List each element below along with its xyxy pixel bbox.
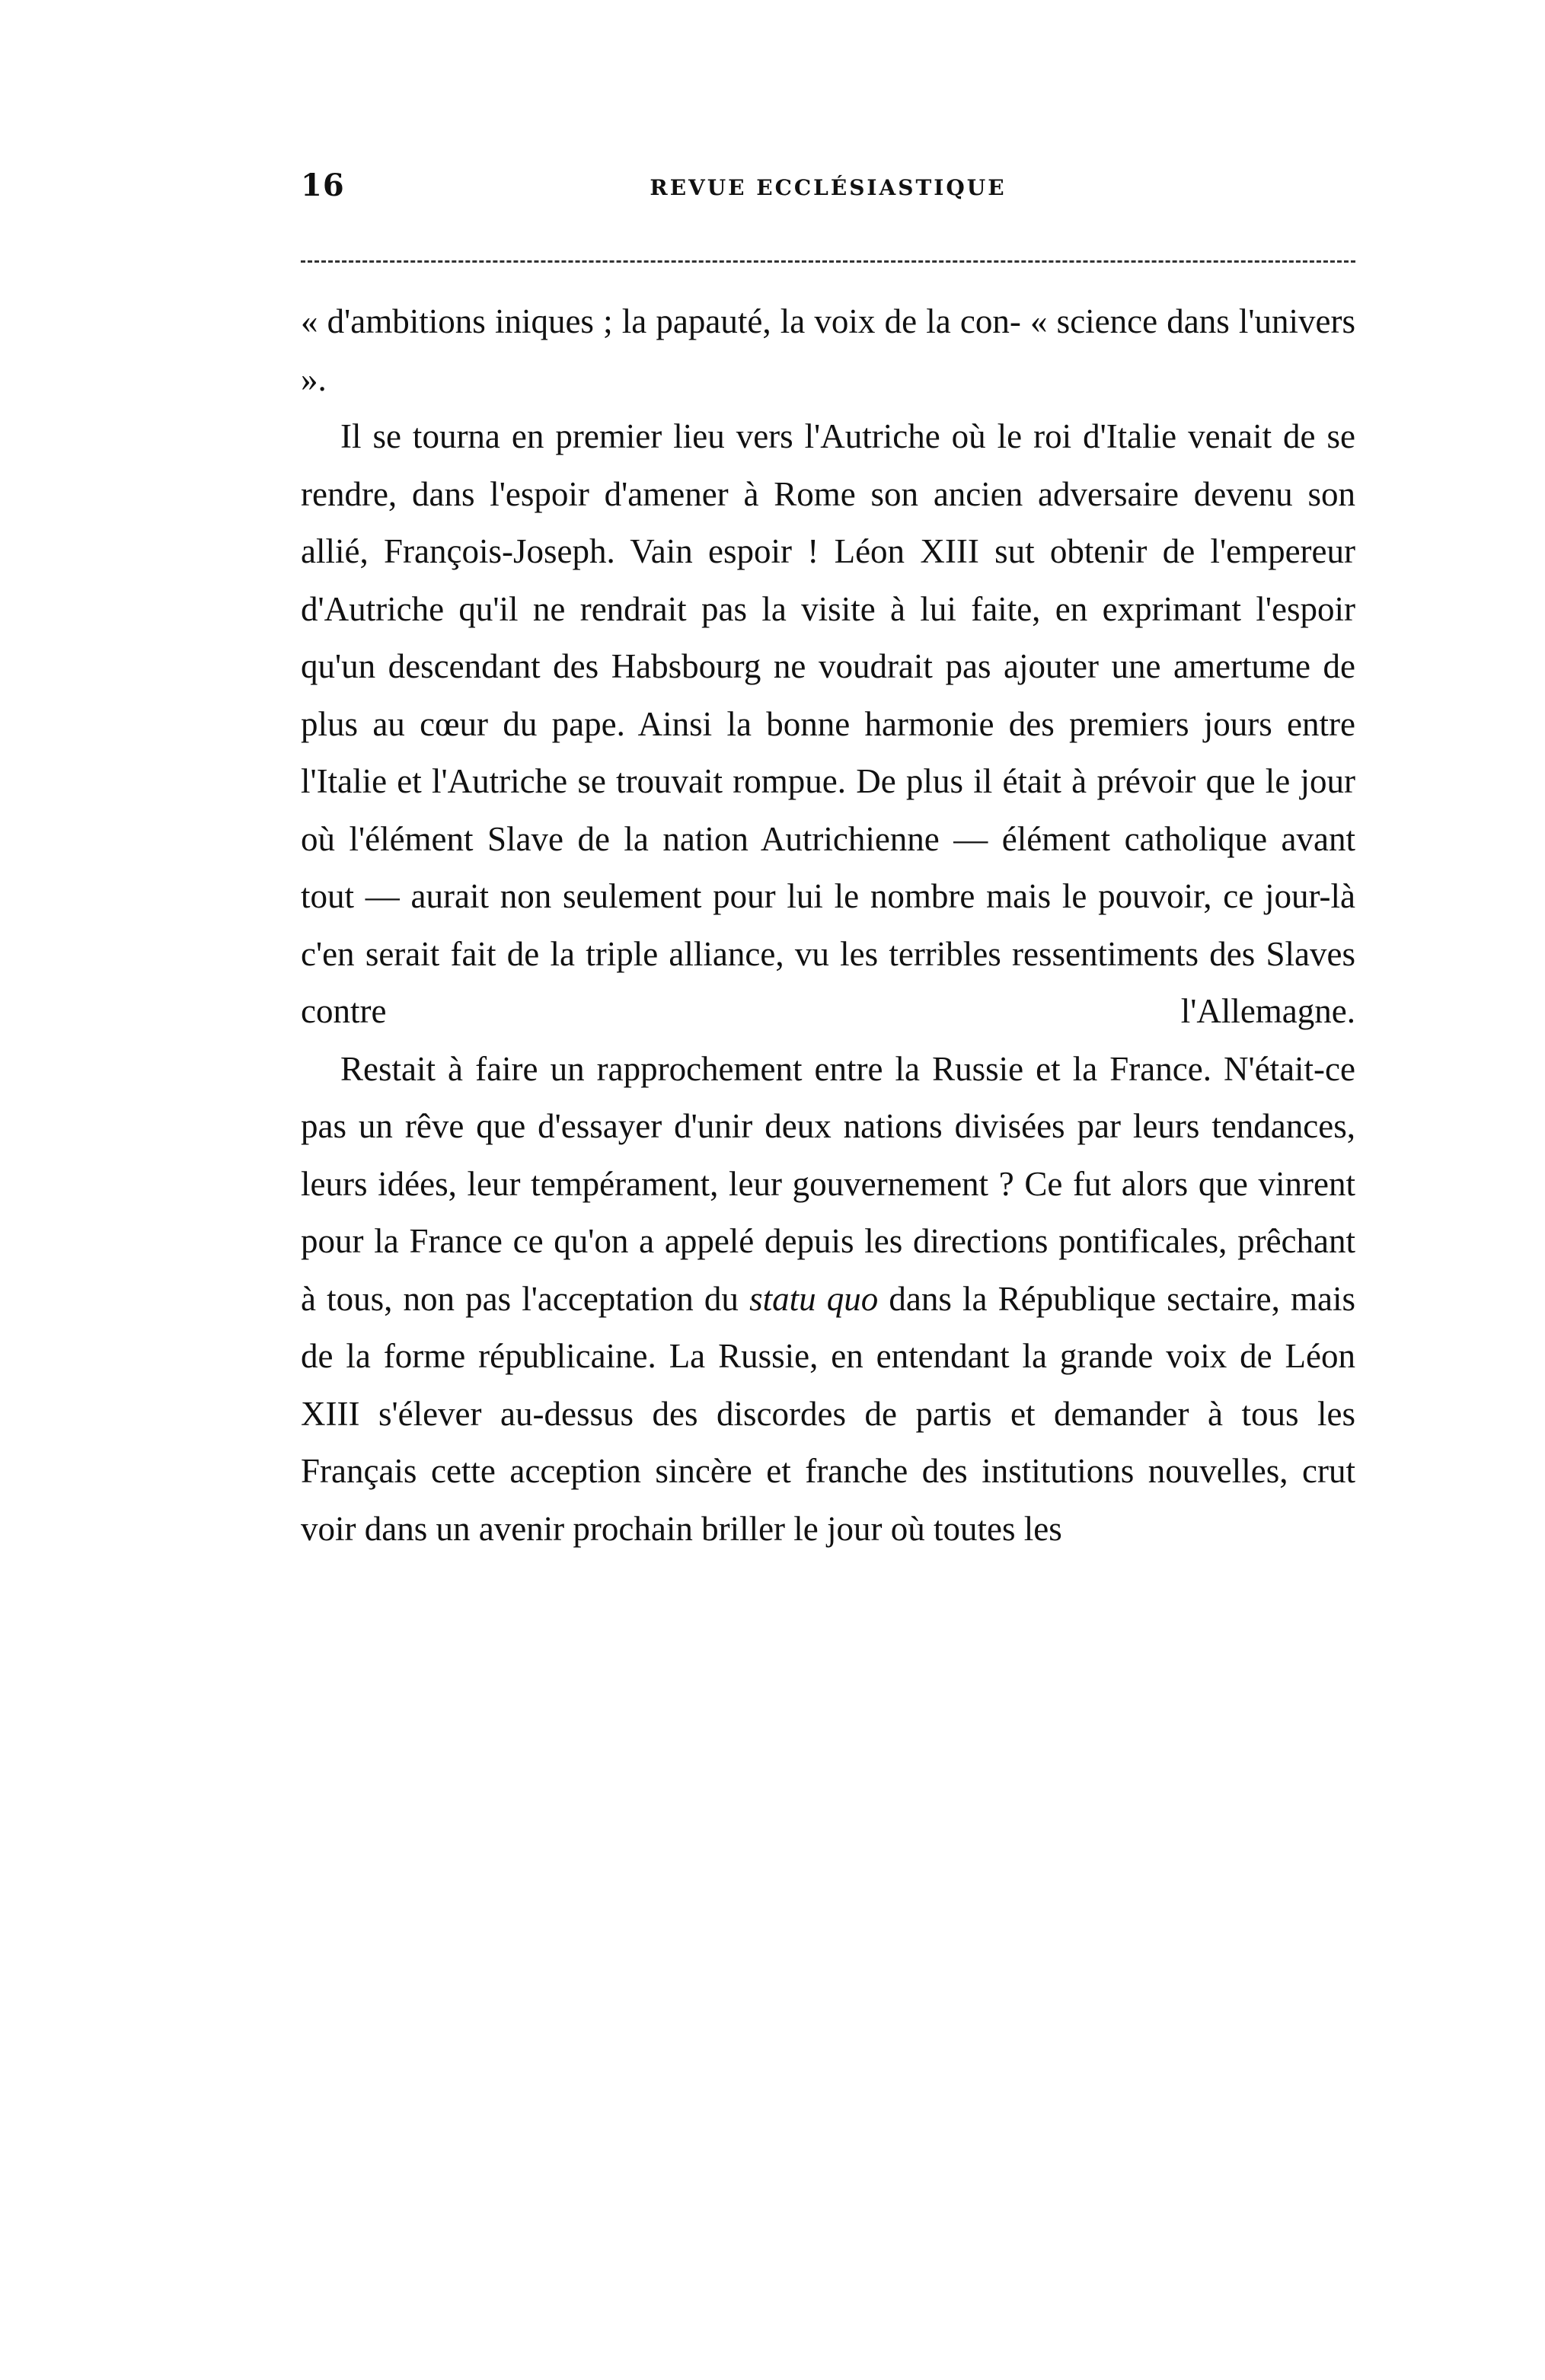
paragraph-3-text-after: dans la République sectaire, mais de la forme républicaine. La Russie, en entendant la grande voix de Léon XIII s'élever au-dessus des discordes de partis et demander à tous les Français cette acception sincère et franche des institutions nouvelles, crut voir dans un avenir prochain briller le jour où toutes les (301, 1279, 1355, 1548)
running-head (301, 167, 1355, 221)
paragraph-2: Il se tourna en premier lieu vers l'Autriche où le roi d'Italie venait de se rendre, dans l'espoir d'amener à Rome son ancien adversaire devenu son allié, François-Joseph. Vain espoir ! Léon XIII sut obtenir de l'empereur d'Autriche qu'il ne rendrait pas la visite à lui faite, en exprimant l'espoir qu'un descendant des Habsbourg ne voudrait pas ajouter une amertume de plus au cœur du pape. Ainsi la bonne harmonie des premiers jours entre l'Italie et l'Autriche se trouvait rompue. De plus il était à prévoir que le jour où l'élément Slave de la nation Autrichienne — élément catholique avant tout — aurait non seulement pour lui le nombre mais le pouvoir, ce jour-là c'en serait fait de la triple alliance, vu les terribles ressentiments des Slaves contre l'Allemagne. (301, 417, 1355, 1030)
header-rule (301, 260, 1355, 263)
page (301, 167, 1355, 1558)
paragraph-1: « d'ambitions iniques ; la papauté, la voix de la con- « science dans l'univers ». (301, 302, 1355, 398)
paragraph-3 (301, 1041, 1355, 1558)
body-text (301, 293, 1355, 1558)
running-title: REVUE ECCLÉSIASTIQUE (650, 175, 1007, 200)
paragraph-3-text-before: Restait à faire un rapprochement entre la Russie et la France. N'était-ce pas un rêve que d'essayer d'unir deux nations divisées par leurs tendances, leurs idées, leur tempérament, leur gouvernement ? Ce fut alors que vinrent pour la France ce qu'on a appelé depuis les directions pontificales, prêchant à tous, non pas l'acceptation du (301, 1049, 1355, 1318)
page-number: 16 (301, 167, 345, 203)
italic-phrase: statu quo (749, 1279, 879, 1318)
